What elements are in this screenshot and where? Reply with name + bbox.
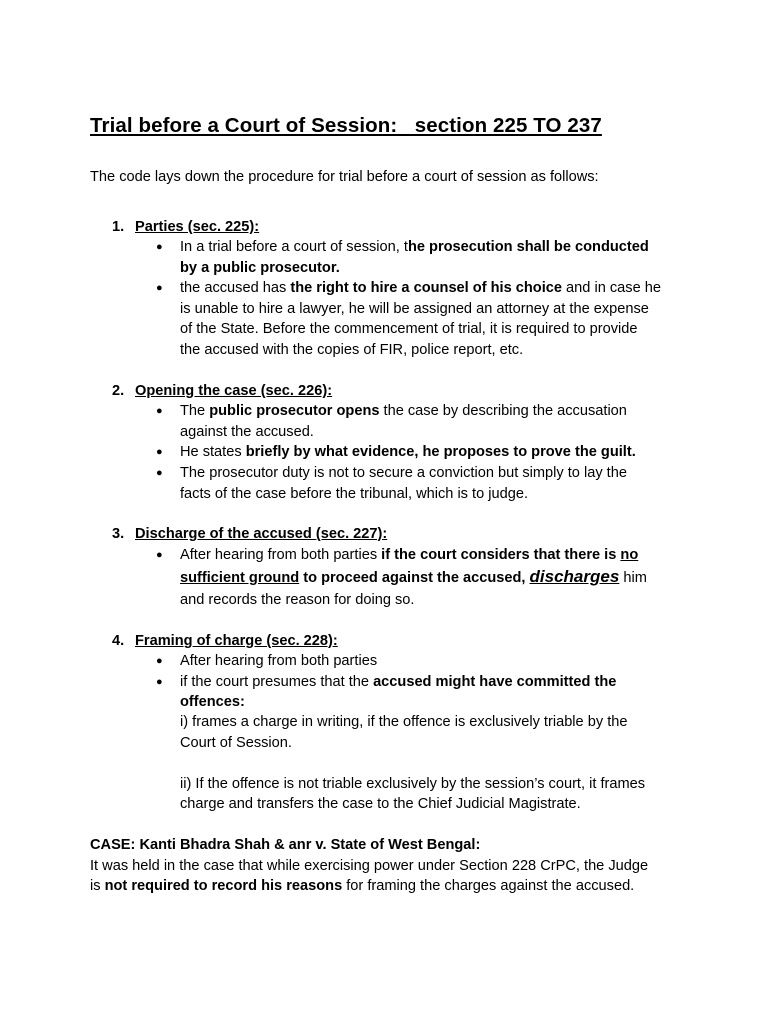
bullet-line: against the accused. (180, 424, 314, 440)
bullet-icon: ● (156, 446, 163, 458)
bullet-line: is unable to hire a lawyer, he will be assigned an attorney at the expense (180, 301, 649, 317)
bullet-line: by a public prosecutor. (180, 260, 340, 276)
section-heading: Framing of charge (sec. 228): (135, 633, 338, 649)
intro-paragraph: The code lays down the procedure for trial before a court of session as follows: (90, 169, 599, 185)
bullet-line: i) frames a charge in writing, if the offence is exclusively triable by the (180, 714, 628, 730)
bullet-line: charge and transfers the case to the Chief Judicial Magistrate. (180, 796, 581, 812)
bullet-line: He states briefly by what evidence, he proposes to prove the guilt. (180, 444, 636, 460)
bullet-icon: ● (156, 467, 163, 479)
bullet-line: facts of the case before the tribunal, which is to judge. (180, 486, 529, 502)
section-number: 3. (112, 526, 125, 542)
section-number: 2. (112, 383, 125, 399)
page-title: Trial before a Court of Session: section 225 TO 237 (90, 114, 602, 137)
bullet-icon: ● (156, 655, 163, 667)
bullet-line: the accused with the copies of FIR, police report, etc. (180, 342, 524, 358)
bullet-line: and records the reason for doing so. (180, 592, 415, 608)
section-number: 1. (112, 219, 125, 235)
section-heading: Opening the case (sec. 226): (135, 383, 333, 399)
section-heading: Parties (sec. 225): (135, 219, 260, 235)
bullet-icon: ● (156, 405, 163, 417)
bullet-line: In a trial before a court of session, the prosecution shall be conducted (180, 239, 649, 255)
bullet-line: sufficient ground to proceed against the accused, discharges him (180, 567, 647, 586)
bullet-line: The public prosecutor opens the case by describing the accusation (180, 403, 627, 419)
bullet-icon: ● (156, 549, 163, 561)
section-heading: Discharge of the accused (sec. 227): (135, 526, 388, 542)
bullet-line: the accused has the right to hire a counsel of his choice and in case he (180, 280, 661, 296)
bullet-icon: ● (156, 241, 163, 253)
bullet-line: offences: (180, 694, 245, 710)
bullet-line: of the State. Before the commencement of trial, it is required to provide (180, 321, 638, 337)
case-text: is not required to record his reasons for framing the charges against the accused. (90, 878, 635, 894)
case-text: It was held in the case that while exercising power under Section 228 CrPC, the Judge (90, 858, 649, 874)
bullet-icon: ● (156, 282, 163, 294)
bullet-line: After hearing from both parties (180, 653, 378, 669)
bullet-line: The prosecutor duty is not to secure a conviction but simply to lay the (180, 465, 627, 481)
bullet-line: Court of Session. (180, 735, 292, 751)
section-number: 4. (112, 633, 125, 649)
bullet-line: After hearing from both parties if the court considers that there is no (180, 547, 639, 563)
bullet-line: ii) If the offence is not triable exclusively by the session’s court, it frames (180, 776, 646, 792)
bullet-line: if the court presumes that the accused might have committed the (180, 674, 617, 690)
case-heading: CASE: Kanti Bhadra Shah & anr v. State of West Bengal: (90, 837, 481, 853)
bullet-icon: ● (156, 676, 163, 688)
